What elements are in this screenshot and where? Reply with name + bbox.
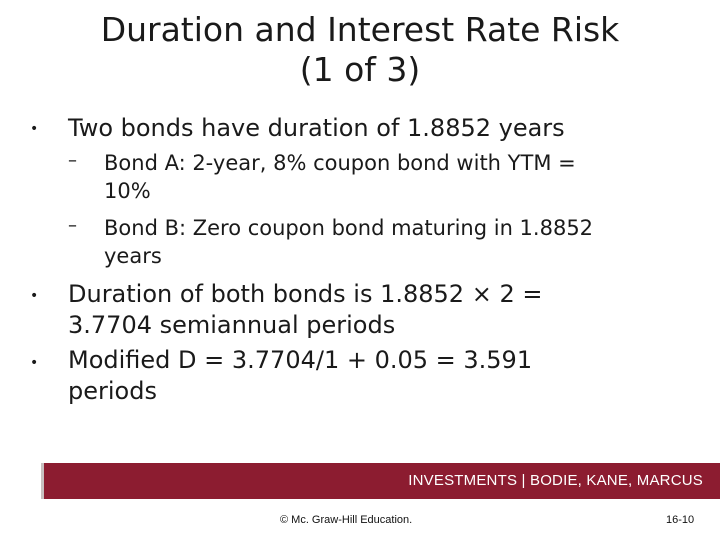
bullet-text: Duration of both bonds is 1.8852 × 2 = <box>68 280 543 308</box>
sub-bullet-dash: – <box>68 215 77 236</box>
sub-bullet-dash: – <box>68 150 77 171</box>
title-line-2: (1 of 3) <box>299 50 421 89</box>
page-number: 16-10 <box>666 514 695 526</box>
bullet-marker: • <box>30 355 39 371</box>
bullet-text: 3.7704 semiannual periods <box>68 311 396 339</box>
bullet-marker: • <box>30 288 39 304</box>
slide-title <box>40 10 680 90</box>
sub-bullet-text: 10% <box>104 179 151 203</box>
title-line-1: Duration and Interest Rate Risk <box>100 10 620 49</box>
bullet-text: periods <box>68 377 157 405</box>
copyright-notice: © Mc. Graw-Hill Education. <box>280 514 413 526</box>
bullet-text: Two bonds have duration of 1.8852 years <box>68 114 565 142</box>
bullet-text: Modified D = 3.7704/1 + 0.05 = 3.591 <box>68 346 533 374</box>
sub-bullet-text: Bond B: Zero coupon bond maturing in 1.8852 <box>104 216 594 240</box>
sub-bullet-text: years <box>104 244 162 268</box>
publisher-banner <box>41 463 720 499</box>
bullet-marker: • <box>30 121 39 137</box>
sub-bullet-text: Bond A: 2-year, 8% coupon bond with YTM = <box>104 151 576 175</box>
banner-text: INVESTMENTS | BODIE, KANE, MARCUS <box>408 472 703 489</box>
